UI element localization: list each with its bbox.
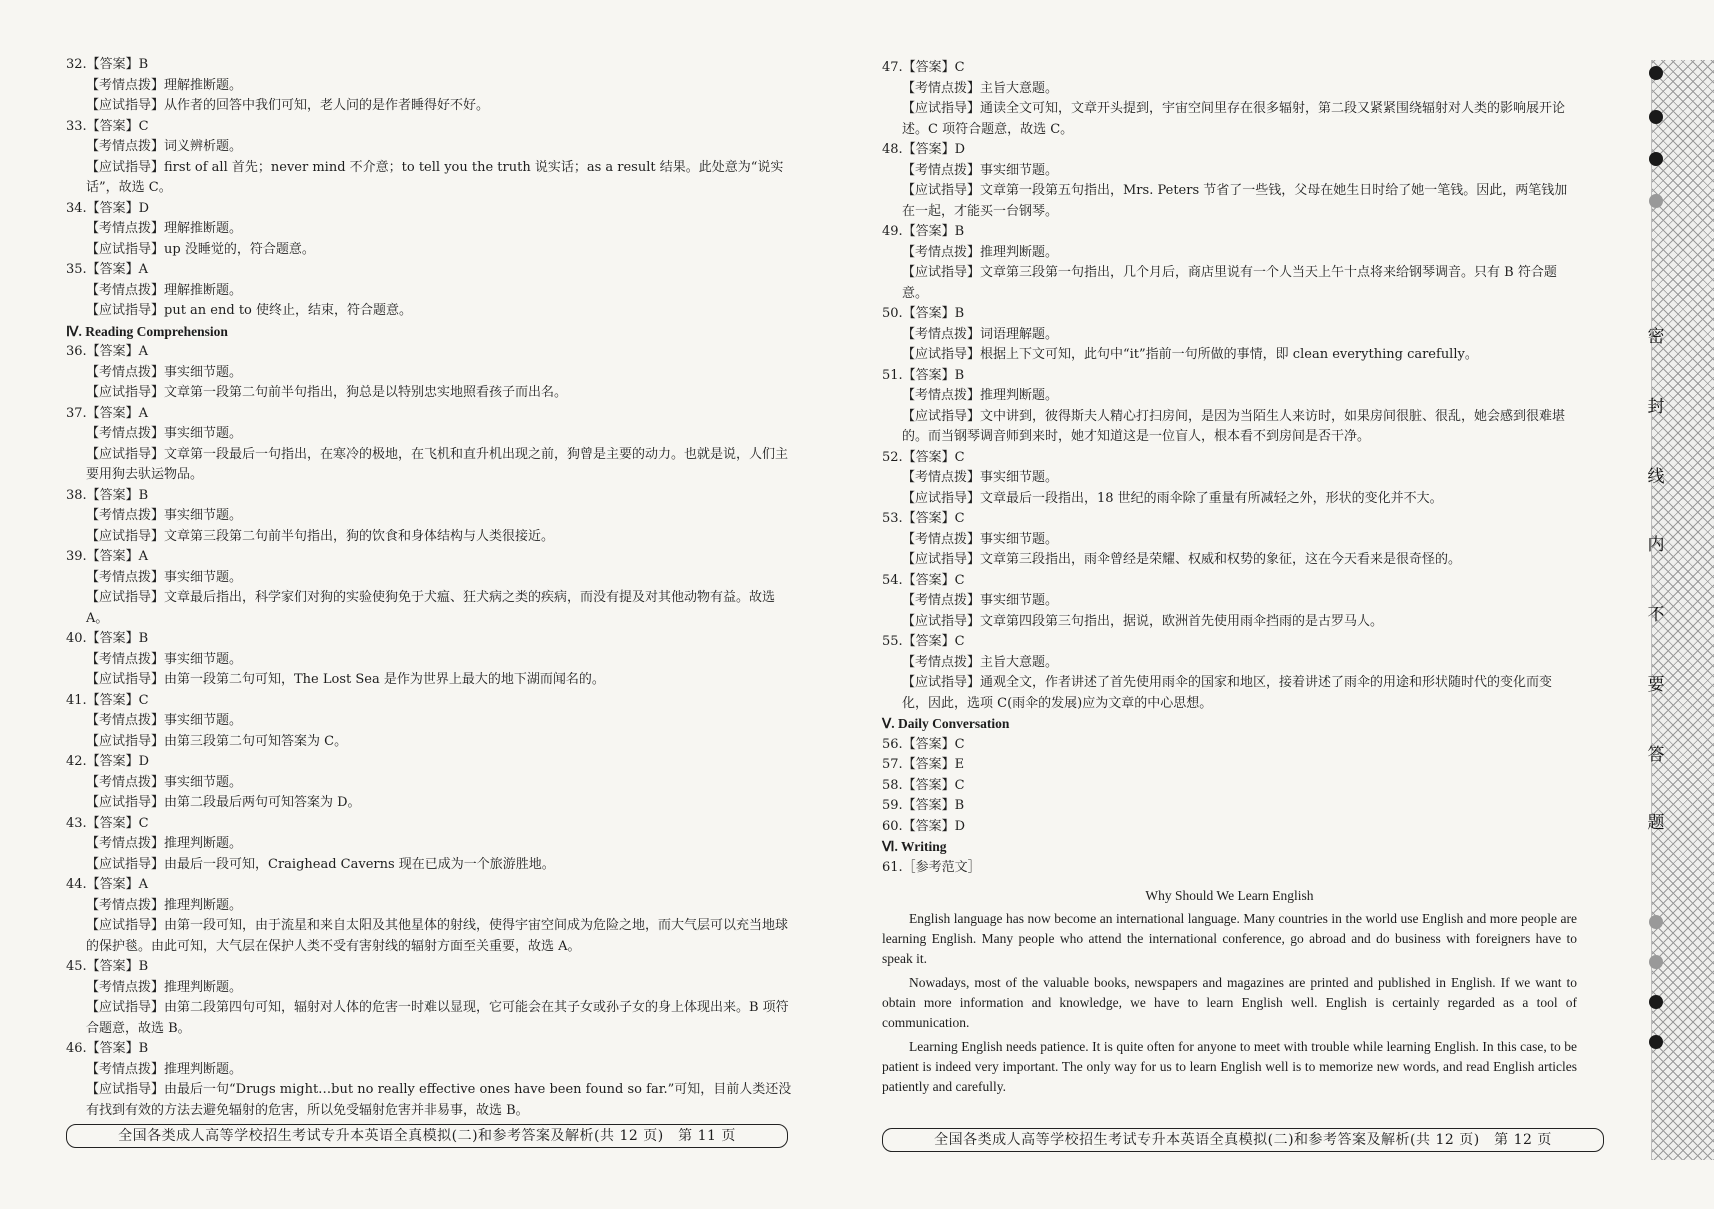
- answer-line: 59.【答案】B: [882, 798, 965, 813]
- answer-line: 44.【答案】A: [66, 877, 149, 892]
- answer-line: 54.【答案】C: [882, 572, 965, 588]
- answer-line: 45.【答案】B: [66, 959, 149, 974]
- right-page: [862, 0, 1612, 1209]
- answer-note: 【考情点拨】事实细节题。: [902, 531, 1059, 547]
- answer-line: 51.【答案】B: [882, 367, 965, 383]
- left-answer-list: [66, 55, 796, 1121]
- answer-line: 35.【答案】A: [66, 262, 149, 277]
- answer-line: 47.【答案】C: [882, 60, 965, 75]
- binding-char: 线: [1647, 467, 1665, 487]
- answer-note: 【应试指导】文章最后一段指出，18 世纪的雨伞除了重量有所减轻之外，形状的变化并不大。: [902, 490, 1443, 506]
- answer-line: 38.【答案】B: [66, 487, 149, 503]
- answer-note: 【应试指导】由第三段第二句可知答案为 C。: [86, 733, 348, 749]
- binding-char: 题: [1647, 813, 1665, 833]
- binding-margin: [1640, 60, 1674, 1160]
- essay-title: Why Should We Learn English: [1145, 888, 1314, 903]
- answer-note: 【考情点拨】事实细节题。: [86, 569, 243, 585]
- answer-note: 【应试指导】由最后一段可知，Craighead Caverns 现在已成为一个旅游胜地。: [86, 856, 555, 872]
- answer-note: 【考情点拨】事实细节题。: [86, 508, 243, 523]
- answer-note: 【考情点拨】词语理解题。: [902, 326, 1059, 342]
- answer-line: 53.【答案】C: [882, 511, 965, 526]
- answer-note: 【应试指导】first of all 首先；never mind 不介意；to tell you the truth 说实话；as a result 结果。此处意为“说实话”，故选 C。: [86, 159, 784, 195]
- answer-note: 【应试指导】文章第三段第二句前半句指出，狗的饮食和身体结构与人类很接近。: [86, 528, 555, 544]
- answer-note: 【应试指导】put an end to 使终止，结束，符合题意。: [86, 303, 413, 318]
- answer-line: 36.【答案】A: [66, 344, 149, 359]
- answer-line: 58.【答案】C: [882, 777, 965, 793]
- binding-char: 要: [1647, 675, 1665, 695]
- binding-hole-icon: [1649, 110, 1663, 124]
- answer-line: 50.【答案】B: [882, 306, 965, 321]
- answer-note: 【应试指导】由第二段最后两句可知答案为 D。: [86, 795, 361, 810]
- answer-line: 37.【答案】A: [66, 405, 149, 421]
- answer-note: 【考情点拨】理解推断题。: [86, 221, 243, 236]
- answer-line: 42.【答案】D: [66, 754, 150, 769]
- answer-note: 【应试指导】通读全文可知，文章开头提到，宇宙空间里存在很多辐射，第二段又紧紧围绕辐射对人类的影响展开论述。C 项符合题意，故选 C。: [902, 101, 1566, 137]
- answer-note: 【考情点拨】推理判断题。: [902, 388, 1059, 403]
- answer-line: 33.【答案】C: [66, 118, 149, 134]
- answer-note: 【应试指导】文章第一段最后一句指出，在寒冷的极地，在飞机和直升机出现之前，狗曾是主要的动力。也就是说，人们主要用狗去驮运物品。: [86, 446, 789, 482]
- section-heading: Ⅵ. Writing: [882, 839, 947, 854]
- right-answer-list: [882, 58, 1577, 1101]
- answer-note: 【考情点拨】推理判断题。: [86, 979, 243, 995]
- answer-note: 【应试指导】根据上下文可知，此句中“it”指前一句所做的事情，即 clean everything carefully。: [902, 347, 1478, 362]
- essay-paragraph: Nowadays, most of the valuable books, newspapers and magazines are printed and published in English. If we want to obtain more information and knowledge, we have to learn English well. English is certainly regarded as a tool of communication.: [882, 974, 1577, 1030]
- binding-char: 封: [1647, 397, 1665, 417]
- answer-note: 【考情点拨】词义辨析题。: [86, 139, 243, 154]
- essay-body: [882, 909, 1577, 1097]
- answer-line: 60.【答案】D: [882, 818, 966, 834]
- answer-line: 52.【答案】C: [882, 449, 965, 465]
- answer-note: 【考情点拨】推理判断题。: [86, 897, 243, 913]
- answer-note: 【应试指导】由第二段第四句可知，辐射对人体的危害一时难以显现，它可能会在其子女或孙子女的身上体现出来。B 项符合题意，故选 B。: [86, 1000, 789, 1036]
- answer-note: 【考情点拨】事实细节题。: [86, 774, 243, 790]
- binding-char: 不: [1647, 605, 1665, 625]
- answer-note: 【考情点拨】主旨大意题。: [902, 654, 1059, 670]
- binding-hole-icon: [1649, 66, 1663, 80]
- answer-line: 41.【答案】C: [66, 692, 149, 708]
- answer-note: 【应试指导】通观全文，作者讲述了首先使用雨伞的国家和地区，接着讲述了雨伞的用途和形状随时代的变化而变化，因此，选项 C(雨伞的发展)应为文章的中心思想。: [902, 675, 1553, 711]
- section-heading: Ⅳ. Reading Comprehension: [66, 323, 228, 339]
- answer-note: 【考情点拨】事实细节题。: [902, 593, 1059, 608]
- left-page: [0, 0, 820, 1209]
- binding-hole-icon: [1649, 152, 1663, 166]
- answer-note: 【应试指导】由第一段第二句可知，The Lost Sea 是作为世界上最大的地下湖而闻名的。: [86, 672, 605, 687]
- binding-hole-icon: [1649, 194, 1663, 208]
- answer-line: 40.【答案】B: [66, 631, 149, 646]
- answer-note: 【考情点拨】事实细节题。: [902, 162, 1059, 178]
- answer-line: 43.【答案】C: [66, 815, 149, 831]
- binding-hole-icon: [1649, 915, 1663, 929]
- answer-line: 49.【答案】B: [882, 224, 965, 239]
- section-heading: Ⅴ. Daily Conversation: [882, 716, 1010, 731]
- answer-note: 【考情点拨】理解推断题。: [86, 77, 243, 93]
- right-items: [882, 58, 1577, 878]
- answer-note: 【应试指导】文章最后指出，科学家们对狗的实验使狗免于犬瘟、狂犬病之类的疾病，而没有提及对其他动物有益。故选 A。: [86, 590, 776, 626]
- answer-line: 46.【答案】B: [66, 1041, 149, 1056]
- answer-note: 【应试指导】由最后一句“Drugs might…but no really effective ones have been found so far.”可知，目前人类还没有找到有效的方法去避免辐射的危害，所以免受辐射危害并非易事，故选 B。: [86, 1082, 792, 1118]
- binding-char: 密: [1647, 327, 1665, 347]
- answer-note: 【考情点拨】事实细节题。: [86, 713, 243, 728]
- answer-line: 61.［参考范文］: [882, 859, 981, 875]
- binding-hole-icon: [1649, 1035, 1663, 1049]
- answer-note: 【应试指导】文章第一段第五句指出，Mrs. Peters 节省了一些钱，父母在她生日时给了她一笔钱。因此，两笔钱加在一起，才能买一台钢琴。: [902, 183, 1568, 219]
- binding-hole-icon: [1649, 995, 1663, 1009]
- binding-hole-icon: [1649, 955, 1663, 969]
- answer-line: 32.【答案】B: [66, 57, 149, 72]
- binding-char: 答: [1647, 745, 1665, 765]
- answer-note: 【考情点拨】推理判断题。: [86, 836, 243, 851]
- answer-note: 【应试指导】文章第一段第二句前半句指出，狗总是以特别忠实地照看孩子而出名。: [86, 385, 568, 400]
- answer-note: 【考情点拨】理解推断题。: [86, 282, 243, 298]
- answer-line: 56.【答案】C: [882, 736, 965, 752]
- answer-line: 39.【答案】A: [66, 549, 149, 564]
- answer-line: 55.【答案】C: [882, 634, 965, 649]
- right-page-footer: 全国各类成人高等学校招生考试专升本英语全真模拟(二)和参考答案及解析(共 12 页) 第 12 页: [882, 1128, 1604, 1152]
- answer-line: 48.【答案】D: [882, 142, 966, 157]
- answer-note: 【应试指导】文章第四段第三句指出，据说，欧洲首先使用雨伞挡雨的是古罗马人。: [902, 613, 1384, 629]
- answer-note: 【应试指导】从作者的回答中我们可知，老人问的是作者睡得好不好。: [86, 98, 490, 113]
- binding-char: 内: [1647, 535, 1665, 555]
- answer-note: 【应试指导】由第一段可知，由于流星和来自太阳及其他星体的射线，使得宇宙空间成为危险之地，而大气层可以充当地球的保护毯。由此可知，大气层在保护人类不受有害射线的辐射方面至关重要，故选 A。: [86, 918, 789, 954]
- answer-note: 【考情点拨】事实细节题。: [902, 470, 1059, 485]
- answer-note: 【应试指导】文章第三段第一句指出，几个月后，商店里说有一个人当天上午十点将来给钢琴调音。只有 B 符合题意。: [902, 265, 1557, 301]
- essay-paragraph: English language has now become an international language. Many countries in the world use English and more people are learning English. Many people who attend the international conference, go abroad and do business with foreigners have to speak it.: [882, 910, 1577, 966]
- answer-note: 【应试指导】up 没睡觉的，符合题意。: [86, 241, 315, 257]
- answer-note: 【考情点拨】主旨大意题。: [902, 80, 1059, 96]
- answer-note: 【应试指导】文中讲到，彼得斯夫人精心打扫房间，是因为当陌生人来访时，如果房间很脏、很乱，她会感到很难堪的。而当钢琴调音师到来时，她才知道这是一位盲人，根本看不到房间是否干净。: [902, 408, 1566, 444]
- essay-paragraph: Learning English needs patience. It is quite often for anyone to meet with trouble while learning English. In this case, to be patient is indeed very important. The only way for us to learn English well is to memorize new words, and read English articles patiently and carefully.: [882, 1038, 1577, 1094]
- answer-note: 【考情点拨】事实细节题。: [86, 651, 243, 667]
- left-page-footer: 全国各类成人高等学校招生考试专升本英语全真模拟(二)和参考答案及解析(共 12 页) 第 11 页: [66, 1124, 788, 1148]
- answer-note: 【考情点拨】推理判断题。: [902, 244, 1059, 260]
- answer-note: 【考情点拨】事实细节题。: [86, 426, 243, 441]
- answer-line: 57.【答案】E: [882, 757, 965, 772]
- answer-note: 【应试指导】文章第三段指出，雨伞曾经是荣耀、权威和权势的象征，这在今天看来是很奇怪的。: [902, 552, 1462, 567]
- answer-note: 【考情点拨】推理判断题。: [86, 1061, 243, 1077]
- answer-line: 34.【答案】D: [66, 200, 150, 216]
- answer-note: 【考情点拨】事实细节题。: [86, 364, 243, 380]
